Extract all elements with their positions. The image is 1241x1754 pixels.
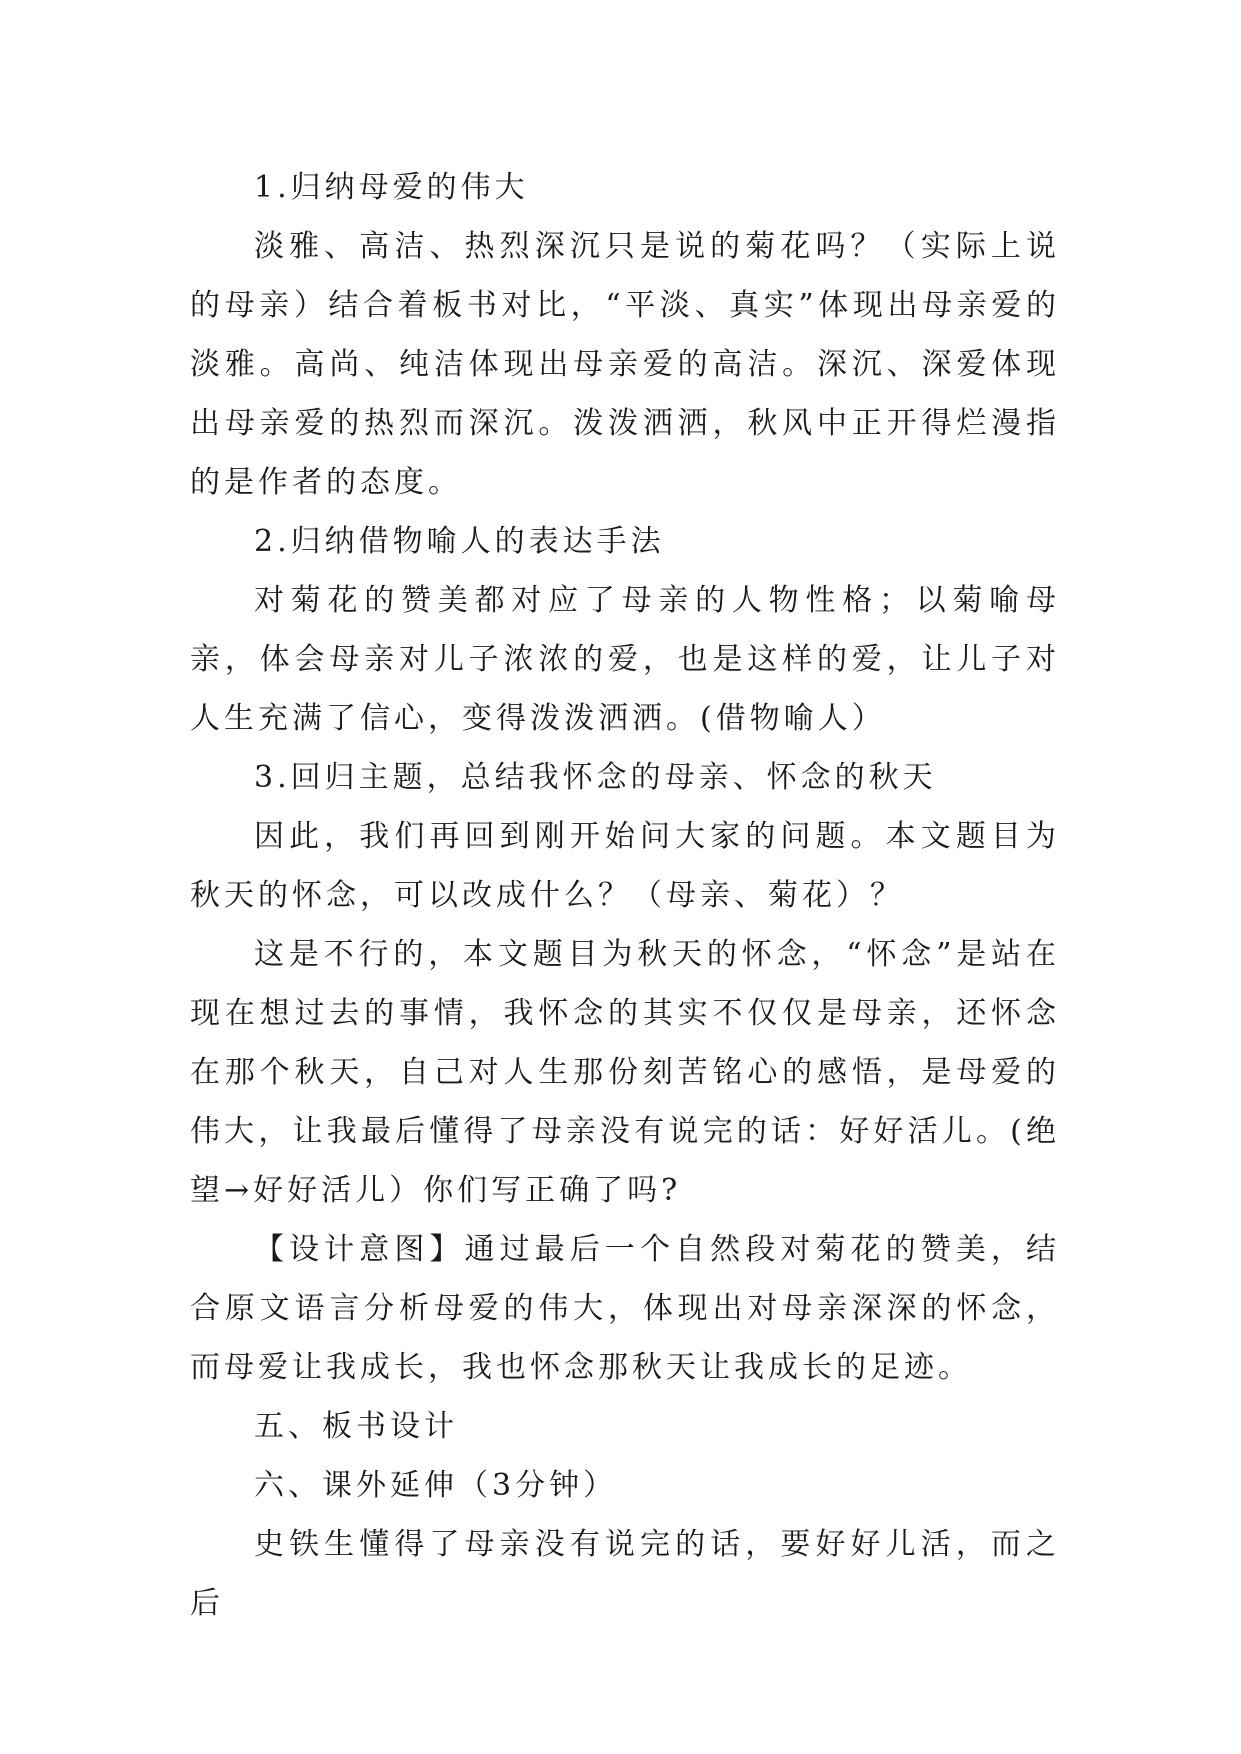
document-body [190,158,1060,1633]
heading-summarize-motherly-love: 1.归纳母爱的伟大 [254,170,529,205]
paragraph-title-answer: 这是不行的，本文题目为秋天的怀念，“怀念”是站在现在想过去的事情，我怀念的其实不仅仅是母亲，还怀念在那个秋天，自己对人生那份刻苦铭心的感悟，是母爱的伟大，让我最后懂得了母亲没有说完的话：好好活儿。(绝望→好好活儿）你们写正确了吗? [190,937,1060,1208]
paragraph-design-intent: 【设计意图】通过最后一个自然段对菊花的赞美，结合原文语言分析母爱的伟大，体现出对母亲深深的怀念，而母爱让我成长，我也怀念那秋天让我成长的足迹。 [190,1232,1060,1385]
paragraph-chrysanthemum-qualities: 淡雅、高洁、热烈深沉只是说的菊花吗？（实际上说的母亲）结合着板书对比，“平淡、真实”体现出母亲爱的淡雅。高尚、纯洁体现出母亲爱的高洁。深沉、深爱体现出母亲爱的热烈而深沉。泼泼洒洒，秋风中正开得烂漫指的是作者的态度。 [190,229,1060,500]
paragraph-metaphor-explanation: 对菊花的赞美都对应了母亲的人物性格；以菊喻母亲，体会母亲对儿子浓浓的爱，也是这样的爱，让儿子对人生充满了信心，变得泼泼洒洒。(借物喻人） [190,583,1060,736]
paragraph-title-question: 因此，我们再回到刚开始问大家的问题。本文题目为秋天的怀念，可以改成什么？（母亲、菊花）？ [190,819,1060,913]
heading-metaphor-technique: 2.归纳借物喻人的表达手法 [254,524,665,559]
heading-return-to-theme: 3.回归主题，总结我怀念的母亲、怀念的秋天 [254,760,937,795]
paragraph-extension-text: 史铁生懂得了母亲没有说完的话，要好好儿活，而之后 [190,1527,1060,1621]
heading-board-design: 五、板书设计 [254,1409,458,1444]
heading-extension: 六、课外延伸（3分钟） [254,1468,618,1503]
